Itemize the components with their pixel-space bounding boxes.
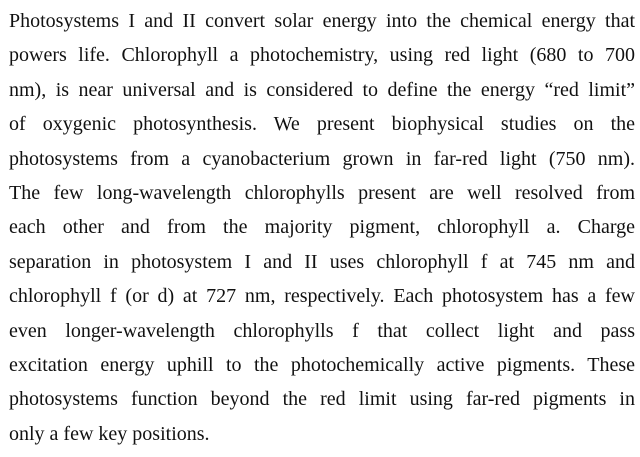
abstract-line: The few long-wavelength chlorophylls present are well resolved from (9, 181, 635, 204)
abstract-line: powers life. Chlorophyll a photochemistry, using red light (680 to 700 (9, 44, 635, 67)
abstract-line: nm), is near universal and is considered to define the energy “red limit” (9, 78, 635, 101)
abstract-line: separation in photosystem I and II uses chlorophyll f at 745 nm and (9, 250, 635, 273)
abstract-line: of oxygenic photosynthesis. We present biophysical studies on the (9, 113, 635, 136)
abstract-line: chlorophyll f (or d) at 727 nm, respectively. Each photosystem has a few (9, 285, 635, 308)
abstract-line: excitation energy uphill to the photochemically active pigments. These (9, 353, 635, 376)
abstract-line: only a few key positions. (9, 422, 210, 445)
abstract-line: even longer-wavelength chlorophylls f that collect light and pass (9, 319, 635, 342)
abstract-paragraph (9, 4, 635, 451)
abstract-line: photosystems function beyond the red limit using far-red pigments in (9, 388, 635, 411)
abstract-line: Photosystems I and II convert solar energy into the chemical energy that (9, 10, 635, 32)
abstract-line: photosystems from a cyanobacterium grown in far-red light (750 nm). (9, 147, 635, 170)
abstract-line: each other and from the majority pigment, chlorophyll a. Charge (9, 216, 635, 239)
